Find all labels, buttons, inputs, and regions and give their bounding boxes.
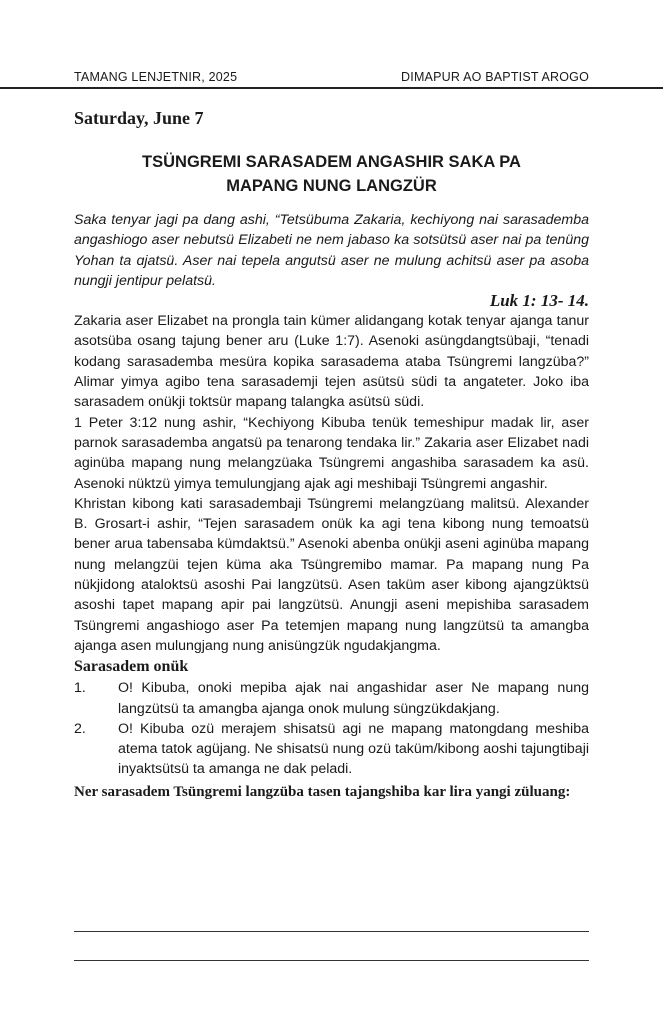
publication-title: TAMANG LENJETNIR, 2025 xyxy=(74,70,238,84)
prayer-list xyxy=(74,678,589,779)
list-item-number: 1. xyxy=(74,680,86,697)
answer-line-2 xyxy=(74,960,589,961)
scripture-verse: Saka tenyar jagi pa dang ashi, “Tetsübuma Zakaria, kechiyong nai sarasademba angashiogo aser nebutsü Elizabeti ne nem jabaso ka sotsütsü aser nai pa tenüng Yohan ta ɑjatsü. Aser nai tepela angutsü aser ne mulung achitsü aser pa asoba nungji jentipur pelatsü. xyxy=(74,212,589,289)
list-item-text: O! Kibuba ozü merajem shisatsü agi ne mapang matongdang meshiba atema tatok agüjang. Ne shisatsü nung ozü taküm/kibong aoshi tajungtibaji inyaktsütsü ta amanga ne dak peladi. xyxy=(118,720,589,778)
devotion-date: Saturday, June 7 xyxy=(74,108,204,128)
list-item xyxy=(74,719,589,780)
body-paragraph-3: Khristan kibong kati sarasadembaji Tsüngremi melangzüang malitsü. Alexander B. Grosart-i ashir, “Tejen sarasadem onük ka agi tena kibong nung temoatsü bener arua tabensaba kümdaktsü.” Asenoki abenba onükji aseni aginüba mapang nung melangzüi tejen küma aka Tsüngremibo mamar. Pa mapang nung Pa nükjidong ataloktsü asoshi Pai langzütsü. Asen taküm aser kibong ajangzüktsü asoshi tapet mapang apir pai langzütsü. Anungji aseni mepishiba sarasadem Tsüngremi angashiogo aser Pa tetemjen mapang nung langzütsü ta amangba ajanga asen mulungjang nung anisüngzük ngudakjangma. xyxy=(74,495,589,654)
header-rule xyxy=(0,87,663,89)
devotion-body xyxy=(74,210,589,802)
answer-line-1 xyxy=(74,931,589,932)
page-header xyxy=(74,70,589,86)
list-item xyxy=(74,678,589,719)
title-line-2: MAPANG NUNG LANGZÜR xyxy=(226,177,437,195)
prayer-points-heading: Sarasadem onük xyxy=(74,658,189,676)
list-item-text: O! Kibuba, onoki mepiba ajak nai angashidar aser Ne mapang nung langzütsü ta amangba ajanga onok mulung süngzükdakjang. xyxy=(118,680,589,717)
list-item-number: 2. xyxy=(74,720,86,737)
devotion-title xyxy=(74,150,589,198)
body-paragraph-1: Zakaria aser Elizabet na prongla tain kümer alidangang kotak tenyar ajanga tanur asotsüba osang tajung bener aru (Luke 1:7). Asenoki asüngdangtsübaji, “tenadi kodang sarasademba mesüra kopika sarasadema ataba Tsüngremi langzüba?” Alimar yimya agibo tena sarasademji tejen asütsü südi ta angateter. Joko iba sarasadem onükji toktsür mapang talangka asütsü südi. xyxy=(74,313,589,411)
title-line-1: TSÜNGREMI SARASADEM ANGASHIR SAKA PA xyxy=(142,153,521,171)
publisher-name: DIMAPUR AO BAPTIST AROGO xyxy=(401,70,589,84)
reflection-prompt: Ner sarasadem Tsüngremi langzüba tasen tajangshiba kar lira yangi züluang: xyxy=(74,783,571,800)
body-paragraph-2: 1 Peter 3:12 nung ashir, “Kechiyong Kibuba tenük temeshipur madak lir, aser parnok sarasademba angatsü pa tenarong tendaka lir.” Zakaria aser Elizabet nadi aginüba mapang nung melangzüaka Tsüngremi angashiba sarasadem ka asü. Asenoki nüktzü yimya temulungjang ajak agi meshibaji Tsüngremi angashir. xyxy=(74,414,589,492)
scripture-reference: Luk 1: 13- 14. xyxy=(489,291,589,311)
